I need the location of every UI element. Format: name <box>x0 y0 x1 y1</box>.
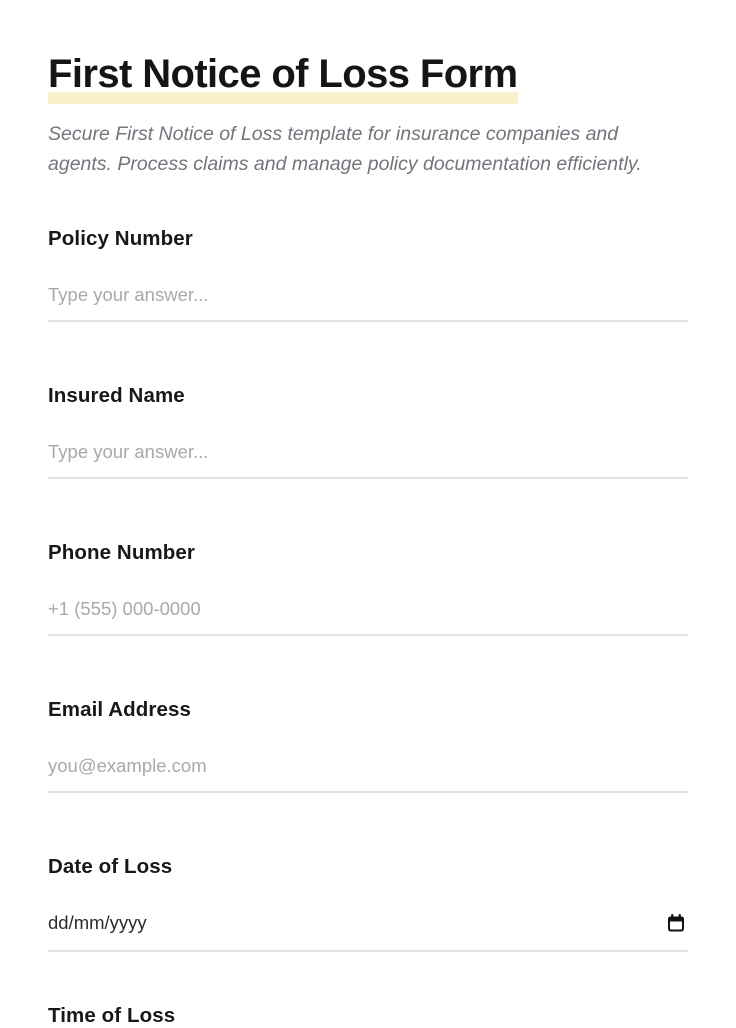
email-address-input[interactable] <box>48 755 688 793</box>
field-label: Time of Loss <box>48 1004 176 1027</box>
page-title-wrap <box>48 50 518 98</box>
page-title: First Notice of Loss Form <box>48 52 518 96</box>
field-phone-number <box>48 541 688 636</box>
field-time-of-loss <box>48 1004 688 1028</box>
date-value: dd/mm/yyyy <box>48 912 147 933</box>
form-fields <box>48 227 688 1028</box>
field-label: Policy Number <box>48 227 193 250</box>
field-policy-number <box>48 227 688 322</box>
field-date-of-loss <box>48 855 688 952</box>
field-email-address <box>48 698 688 793</box>
page-subtitle: Secure First Notice of Loss template for insurance companies and agents. Process claims and manage policy documentation efficiently. <box>48 123 642 175</box>
field-label: Insured Name <box>48 384 185 407</box>
insured-name-input[interactable] <box>48 441 688 479</box>
field-label: Phone Number <box>48 541 195 564</box>
date-of-loss-input[interactable] <box>48 912 688 952</box>
calendar-icon[interactable] <box>666 913 686 933</box>
phone-number-input[interactable] <box>48 598 688 636</box>
field-label: Date of Loss <box>48 855 173 878</box>
field-label: Email Address <box>48 698 191 721</box>
field-insured-name <box>48 384 688 479</box>
policy-number-input[interactable] <box>48 284 688 322</box>
